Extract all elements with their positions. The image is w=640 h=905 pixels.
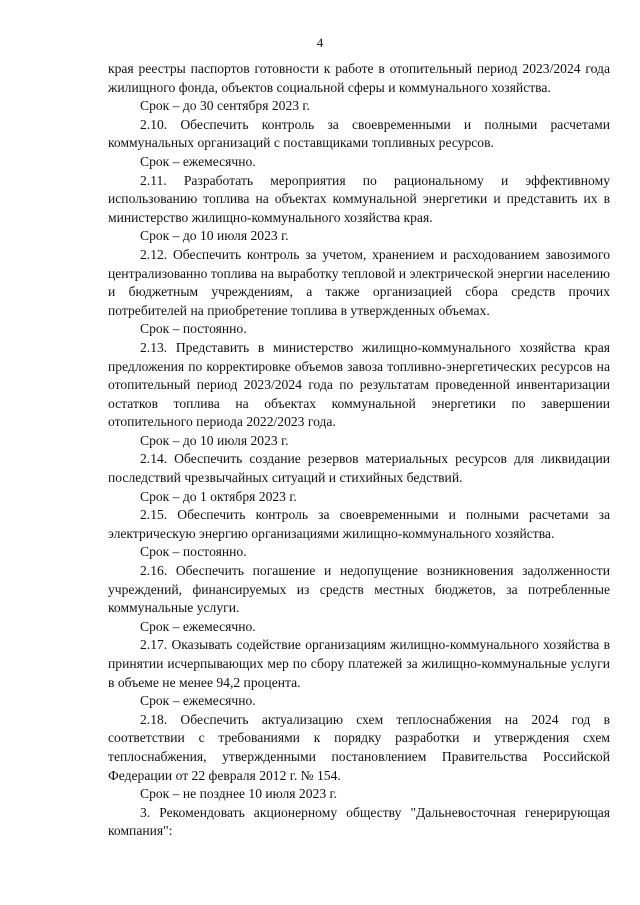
item-2-14: 2.14. Обеспечить создание резервов материальных ресурсов для ликвидации последствий чрезвычайных ситуаций и стихийных бедствий. (108, 451, 610, 486)
item-2-16: 2.16. Обеспечить погашение и недопущение возникновения задолженности учреждений, финансируемых из средств местных бюджетов, за потребленные коммунальные услуги. (108, 563, 610, 616)
item-2-13: 2.13. Представить в министерство жилищно-коммунального хозяйства края предложения по корректировке объемов завоза топливно-энергетических ресурсов на отопительный период 2023/2024 года по результатам проведенной инвентаризации остатков топлива на объектах коммунальной энергетики по завершении отопительного периода 2022/2023 года. (108, 339, 610, 430)
deadline-line: Срок – ежемесячно. (140, 153, 256, 169)
deadline-line: Срок – до 30 сентября 2023 г. (140, 98, 310, 114)
item-2-12: 2.12. Обеспечить контроль за учетом, хранением и расходованием завозимого централизованно топлива на выработку тепловой и электрической энергии населению и бюджетным учреждениям, а также организацией сбора средств прочих потребителей на приобретение топлива в утвержденных объемах. (108, 246, 610, 318)
deadline-line: Срок – до 10 июля 2023 г. (140, 432, 289, 448)
item-2-18: 2.18. Обеспечить актуализацию схем теплоснабжения на 2024 год в соответствии с требованиями к порядку разработки и утверждения схем теплоснабжения, утвержденными постановлением Правительства Российской Федерации от 22 февраля 2012 г. № 154. (108, 711, 610, 783)
deadline-line: Срок – ежемесячно. (140, 693, 256, 709)
paragraph-continuation: края реестры паспортов готовности к работе в отопительный период 2023/2024 года жилищного фонда, объектов социальной сферы и коммунального хозяйства. (108, 61, 610, 95)
page-number: 4 (316, 35, 324, 50)
item-3: 3. Рекомендовать акционерному обществу "Дальневосточная генерирующая компания": (108, 804, 610, 839)
deadline-line: Срок – не позднее 10 июля 2023 г. (140, 786, 337, 802)
item-2-17: 2.17. Оказывать содействие организациям жилищно-коммунального хозяйства в принятии исчерпывающих мер по сбору платежей за жилищно-коммунальные услуги в объеме не менее 94,2 процента. (108, 637, 610, 690)
deadline-line: Срок – до 1 октября 2023 г. (140, 488, 297, 504)
deadline-line: Срок – постоянно. (140, 321, 247, 337)
document-body (108, 60, 610, 841)
item-2-15: 2.15. Обеспечить контроль за своевременными и полными расчетами за электрическую энергию организациями жилищно-коммунального хозяйства. (108, 507, 610, 541)
deadline-line: Срок – постоянно. (140, 544, 247, 560)
deadline-line: Срок – ежемесячно. (140, 618, 256, 634)
deadline-line: Срок – до 10 июля 2023 г. (140, 228, 289, 244)
item-2-11: 2.11. Разработать мероприятия по рациональному и эффективному использованию топлива на объектах коммунальной энергетики и представить их в министерство жилищно-коммунального хозяйства края. (108, 172, 610, 225)
item-2-10: 2.10. Обеспечить контроль за своевременными и полными расчетами коммунальных организаций с поставщиками топливных ресурсов. (108, 116, 610, 151)
